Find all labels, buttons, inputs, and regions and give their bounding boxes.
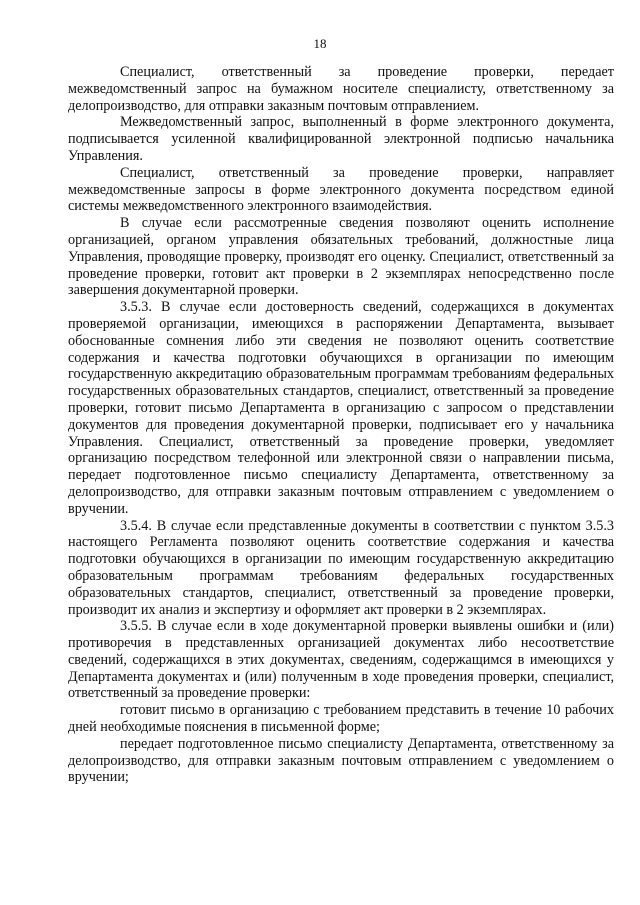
paragraph-3-5-5: 3.5.5. В случае если в ходе документарной проверки выявлены ошибки и (или) противоречия в представленных организацией документах либо несоответствие сведений, содержащихся в этих документах, сведениям, содержащимся в имеющихся у Департамента документах и (или) полученным в ходе проведения проверки, специалист, ответственный за проведение проверки:: [68, 618, 614, 702]
paragraph-3-5-4: 3.5.4. В случае если представленные документы в соответствии с пунктом 3.5.3 настоящего Регламента позволяют оценить соответствие содержания и качества подготовки обучающихся в организации по имеющим государственную аккредитацию образовательным программам требованиям федеральных государственных образовательных стандартов, специалист, ответственный за проведение проверки, производит их анализ и экспертизу и оформляет акт проверки в 2 экземплярах.: [68, 517, 614, 618]
list-item: готовит письмо в организацию с требованием представить в течение 10 рабочих дней необходимые пояснения в письменной форме;: [68, 702, 614, 736]
document-body: [68, 64, 614, 786]
paragraph-3-5-3: 3.5.3. В случае если достоверность сведений, содержащихся в документах проверяемой организации, имеющихся в распоряжении Департамента, вызывает обоснованные сомнения либо эти сведения не позволяют оценить соответствие содержания и качества подготовки обучающихся в организации по имеющим государственную аккредитацию образовательным программам требованиям федеральных государственных образовательных стандартов, специалист, ответственный за проведение проверки, готовит письмо Департамента в организацию с запросом о представлении документов для проведения документарной проверки, подписывает его у начальника Управления. Специалист, ответственный за проведение проверки, уведомляет организацию посредством телефонной или электронной связи о направлении письма, передает подготовленное письмо специалисту Департамента, ответственному за делопроизводство, для отправки заказным почтовым отправлением с уведомлением о вручении.: [68, 299, 614, 517]
paragraph: Межведомственный запрос, выполненный в форме электронного документа, подписывается усиленной квалифицированной электронной подписью начальника Управления.: [68, 114, 614, 164]
page-number: 18: [313, 36, 327, 51]
paragraph: Специалист, ответственный за проведение проверки, передает межведомственный запрос на бумажном носителе специалисту, ответственному за делопроизводство, для отправки заказным почтовым отправлением.: [68, 64, 614, 114]
paragraph: В случае если рассмотренные сведения позволяют оценить исполнение организацией, органом управления обязательных требований, должностные лица Управления, проводящие проверку, производят его оценку. Специалист, ответственный за проведение проверки, готовит акт проверки в 2 экземплярах непосредственно после завершения документарной проверки.: [68, 215, 614, 299]
list-item: передает подготовленное письмо специалисту Департамента, ответственному за делопроизводство, для отправки заказным почтовым отправлением с уведомлением о вручении;: [68, 735, 614, 786]
paragraph: Специалист, ответственный за проведение проверки, направляет межведомственные запросы в форме электронного документа посредством единой системы межведомственного электронного взаимодействия.: [68, 164, 614, 215]
